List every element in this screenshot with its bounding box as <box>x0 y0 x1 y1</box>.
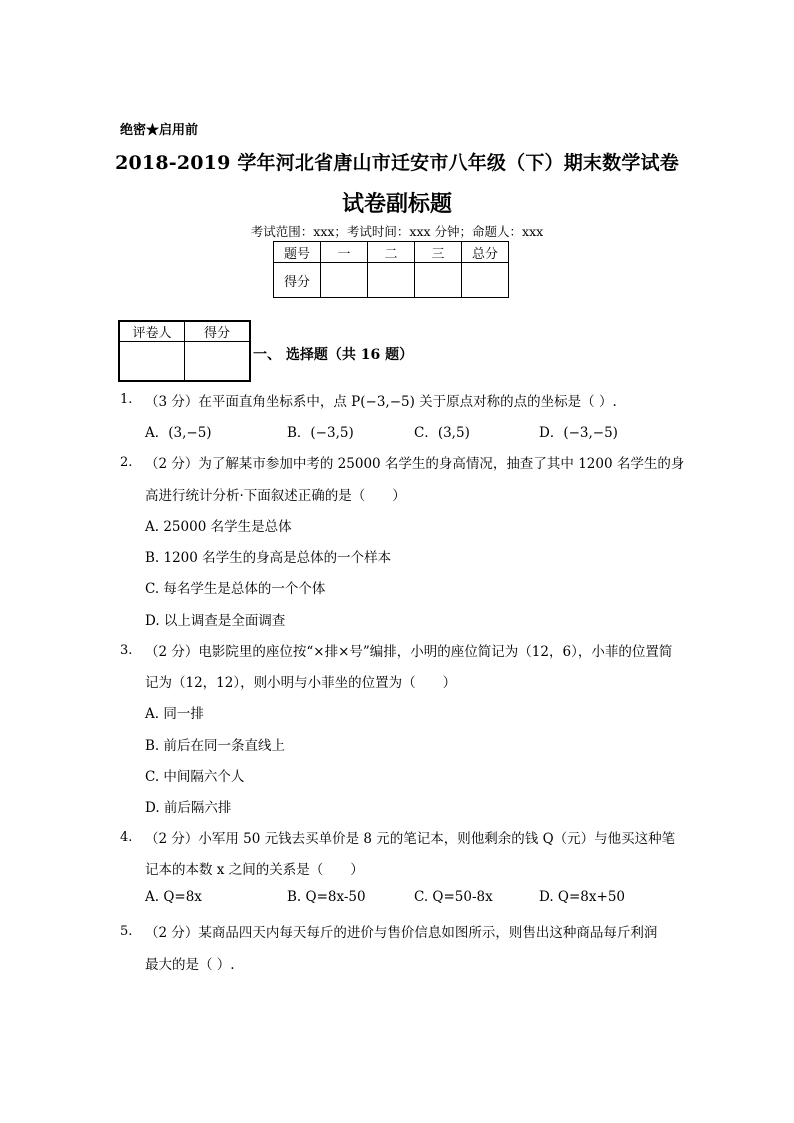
question-text: （2 分）小军用 50 元钱去买单价是 8 元的笔记本，则他剩余的钱 Q（元）与他买这种笔 <box>145 831 676 847</box>
question-number: 4. <box>120 830 133 845</box>
option-a: A．(3,−5) <box>145 425 212 441</box>
exam-title: 2018-2019 学年河北省唐山市迁安市八年级（下）期末数学试卷 <box>115 152 679 174</box>
confidential-mark: 绝密★启用前 <box>120 123 199 138</box>
question-text-cont: 记本的本数 x 之间的关系是（ ） <box>145 862 364 878</box>
question-number: 2. <box>120 455 133 470</box>
option-b: B．(−3,5) <box>287 425 354 441</box>
score-cell <box>368 263 415 298</box>
option-d: D．(−3,−5) <box>539 425 618 441</box>
option-a: A. Q=8x <box>145 889 202 905</box>
score-table <box>273 241 509 298</box>
option-b: B. Q=8x-50 <box>287 889 366 905</box>
question-text-cont: 记为（12，12），则小明与小菲坐的位置为（ ） <box>145 675 457 691</box>
question-number: 3. <box>120 643 133 658</box>
score-header-cell: 总分 <box>462 242 509 263</box>
question-text: （2 分）为了解某市参加中考的 25000 名学生的身高情况，抽查了其中 1200 名学生的身 <box>145 456 685 472</box>
question-text: （2 分）电影院里的座位按“×排×号”编排，小明的座位简记为（12，6），小菲的位置简 <box>145 644 673 660</box>
option-d: D. Q=8x+50 <box>539 889 625 905</box>
grader-cell <box>119 342 185 382</box>
option-b: B. 1200 名学生的身高是总体的一个样本 <box>145 550 392 566</box>
question-text-cont: 最大的是（ ）. <box>145 957 235 973</box>
score-header-cell: 一 <box>321 242 368 263</box>
grader-header-cell: 评卷人 <box>119 321 185 342</box>
question-text: （3 分）在平面直角坐标系中，点 P(−3,−5) 关于原点对称的点的坐标是（ ）. <box>145 394 617 410</box>
question-text-cont: 高进行统计分析·下面叙述正确的是（ ） <box>145 488 406 504</box>
exam-info: 考试范围：xxx；考试时间：xxx 分钟；命题人：xxx <box>250 224 544 239</box>
grader-cell <box>185 342 251 382</box>
option-a: A. 25000 名学生是总体 <box>145 519 292 535</box>
option-c: C. 中间隔六个人 <box>145 769 245 785</box>
score-cell <box>415 263 462 298</box>
option-c: C．(3,5) <box>414 425 470 441</box>
question-number: 5. <box>120 924 133 939</box>
option-d: D. 前后隔六排 <box>145 800 232 816</box>
option-c: C. 每名学生是总体的一个个体 <box>145 581 326 597</box>
score-cell <box>462 263 509 298</box>
question-number: 1. <box>120 392 133 407</box>
exam-subtitle: 试卷副标题 <box>341 191 452 217</box>
score-row-label: 得分 <box>274 263 321 298</box>
section-title: 一、 选择题（共 16 题） <box>253 347 414 363</box>
option-c: C. Q=50-8x <box>414 889 493 905</box>
option-a: A. 同一排 <box>145 706 204 722</box>
grader-header-cell: 得分 <box>185 321 251 342</box>
grader-table <box>118 320 251 382</box>
score-header-cell: 二 <box>368 242 415 263</box>
score-header-cell: 三 <box>415 242 462 263</box>
score-header-cell: 题号 <box>274 242 321 263</box>
score-cell <box>321 263 368 298</box>
option-d: D. 以上调查是全面调查 <box>145 613 286 629</box>
question-text: （2 分）某商品四天内每天每斤的进价与售价信息如图所示，则售出这种商品每斤利润 <box>145 925 658 941</box>
option-b: B. 前后在同一条直线上 <box>145 738 286 754</box>
